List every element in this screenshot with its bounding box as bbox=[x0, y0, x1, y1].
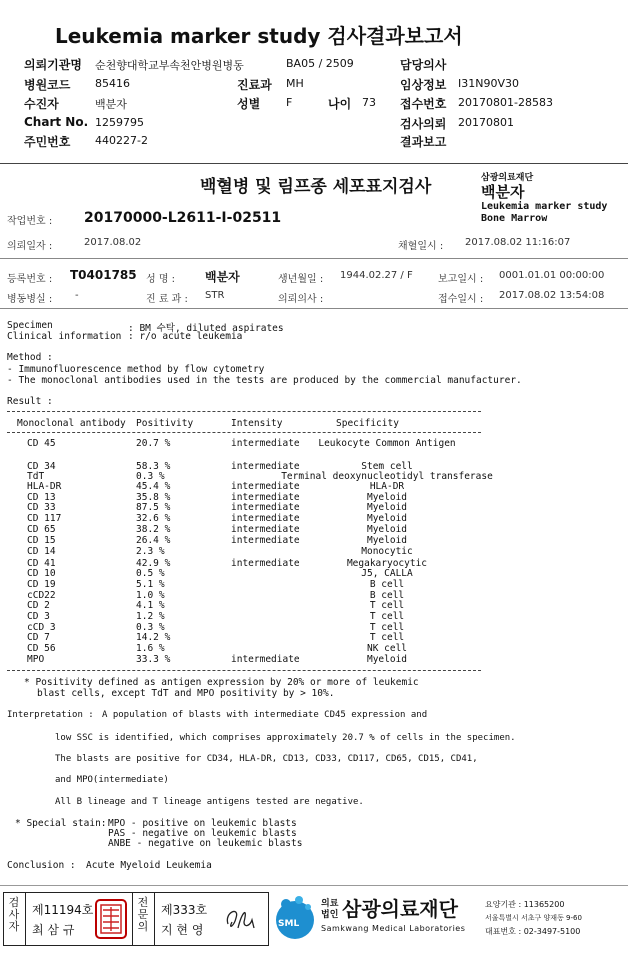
table-cell: 26.4 % bbox=[136, 535, 171, 546]
table-cell: B cell bbox=[369, 579, 405, 590]
org-type-bottom: 법인 bbox=[321, 910, 339, 920]
table-header: Monoclonal antibody bbox=[17, 418, 126, 429]
method-label: Method : bbox=[7, 352, 53, 363]
table-cell: CD 41 bbox=[27, 558, 56, 569]
seal-stamp-icon bbox=[94, 898, 128, 940]
table-cell: CD 65 bbox=[27, 524, 56, 535]
header-field-label: 결과보고 bbox=[400, 135, 447, 149]
header-field-value: MH bbox=[286, 77, 304, 90]
clinical-value: : r/o acute leukemia bbox=[128, 331, 243, 342]
header-field-value: I31N90V30 bbox=[458, 77, 519, 90]
collect-time: 2017.08.02 11:16:07 bbox=[465, 237, 571, 248]
document-title: 백혈병 및 림프종 세포표지검사 bbox=[200, 177, 432, 197]
table-cell: intermediate bbox=[231, 502, 300, 513]
specimen-label: Specimen bbox=[7, 320, 53, 331]
table-cell: CD 34 bbox=[27, 461, 56, 472]
interpretation-line: low SSC is identified, which comprises approximately 20.7 % of cells in the specimen. bbox=[55, 733, 516, 743]
header-field-value: 백분자 bbox=[95, 98, 127, 111]
sml-logo-icon bbox=[272, 895, 318, 941]
table-cell: CD 13 bbox=[27, 492, 56, 503]
table-cell: 20.7 % bbox=[136, 438, 171, 449]
ward: - bbox=[75, 290, 79, 301]
interpretation-label: Interpretation : bbox=[7, 710, 94, 720]
org-info: 요양기관 : 11365200 bbox=[485, 900, 565, 909]
header-field-value: 20170801 bbox=[458, 116, 514, 129]
org-name: 삼광의료재단 bbox=[342, 897, 458, 921]
ward-label: 병동병실 : bbox=[7, 294, 53, 305]
table-cell: 1.2 % bbox=[136, 611, 165, 622]
req-date: 2017.08.02 bbox=[84, 237, 142, 248]
table-cell: 1.6 % bbox=[136, 643, 165, 654]
collect-label: 채혈일시 : bbox=[398, 241, 444, 252]
req-date-label: 의뢰일자 : bbox=[7, 241, 53, 252]
table-cell: 35.8 % bbox=[136, 492, 171, 503]
table-cell: Myeloid bbox=[366, 502, 408, 513]
table-cell: 33.3 % bbox=[136, 654, 171, 665]
table-cell: intermediate bbox=[231, 492, 300, 503]
special-stain-line: ANBE - negative on leukemic blasts bbox=[108, 838, 303, 849]
table-rule bbox=[7, 432, 481, 433]
tester-label: 검사자 bbox=[8, 896, 20, 933]
table-cell: 5.1 % bbox=[136, 579, 165, 590]
header-field-label: 수진자 bbox=[24, 97, 59, 111]
header-field-value: 20170801-28583 bbox=[458, 96, 553, 109]
header-field-value: 1259795 bbox=[95, 116, 144, 129]
report-main-title: Leukemia marker study 검사결과보고서 bbox=[55, 24, 463, 48]
table-cell: T cell bbox=[369, 622, 405, 633]
header-field-label: 병원코드 bbox=[24, 78, 71, 92]
tester-license: 제11194호 bbox=[32, 903, 94, 917]
header-field-label: 의뢰기관명 bbox=[24, 58, 82, 72]
table-cell: Myeloid bbox=[366, 654, 408, 665]
table-cell: 38.2 % bbox=[136, 524, 171, 535]
table-cell: T cell bbox=[369, 632, 405, 643]
table-cell: CD 15 bbox=[27, 535, 56, 546]
result-label: Result : bbox=[7, 396, 53, 407]
table-cell: intermediate bbox=[231, 524, 300, 535]
table-cell: 1.0 % bbox=[136, 590, 165, 601]
tester-name: 최 삼 규 bbox=[32, 923, 75, 937]
table-cell: 58.3 % bbox=[136, 461, 171, 472]
special-stain-line: MPO - positive on leukemic blasts bbox=[108, 818, 297, 829]
header-field-value: BA05 / 2509 bbox=[286, 57, 354, 70]
table-cell: cCD22 bbox=[27, 590, 56, 601]
header-field-label: 나이 bbox=[328, 97, 352, 111]
name-label: 성 명 : bbox=[146, 274, 176, 285]
conclusion-label: Conclusion : bbox=[7, 860, 76, 871]
dept: STR bbox=[205, 290, 225, 301]
box-separator bbox=[154, 892, 155, 946]
interpretation-line: All B lineage and T lineage antigens tested are negative. bbox=[55, 797, 364, 807]
table-cell: B cell bbox=[369, 590, 405, 601]
table-cell: intermediate bbox=[231, 461, 300, 472]
method-line: - Immunofluorescence method by flow cytometry bbox=[7, 364, 265, 375]
sample-type: Bone Marrow bbox=[481, 213, 548, 224]
header-field-value: 순천향대학교부속천안병원병동 bbox=[95, 59, 244, 72]
header-field-label: 접수번호 bbox=[400, 97, 447, 111]
table-cell: intermediate bbox=[231, 654, 300, 665]
header-field-label: 진료과 bbox=[237, 78, 272, 92]
table-rule bbox=[7, 411, 481, 412]
table-cell: CD 3 bbox=[27, 611, 50, 622]
table-cell: intermediate bbox=[231, 535, 300, 546]
table-cell: Monocytic bbox=[361, 546, 413, 557]
table-header: Intensity bbox=[231, 418, 283, 429]
specimen-value: : BM 수탁, diluted aspirates bbox=[128, 323, 284, 334]
table-cell: CD 33 bbox=[27, 502, 56, 513]
table-cell: CD 7 bbox=[27, 632, 50, 643]
table-cell: 87.5 % bbox=[136, 502, 171, 513]
specialist-license: 제333호 bbox=[161, 903, 208, 917]
work-no-label: 작업번호 : bbox=[7, 216, 53, 227]
table-cell: CD 10 bbox=[27, 568, 56, 579]
box-separator bbox=[25, 892, 26, 946]
table-cell: 4.1 % bbox=[136, 600, 165, 611]
positivity-note: blast cells, except TdT and MPO positivity by > 10%. bbox=[37, 688, 335, 699]
header-field-value: 73 bbox=[362, 96, 376, 109]
table-cell: MPO bbox=[27, 654, 45, 665]
table-cell: HLA-DR bbox=[27, 481, 62, 492]
divider bbox=[0, 258, 628, 259]
header-field-label: 임상정보 bbox=[400, 78, 447, 92]
header-field-label: 주민번호 bbox=[24, 135, 71, 149]
table-cell: Leukocyte Common Antigen bbox=[318, 438, 456, 449]
study-name: Leukemia marker study bbox=[481, 201, 608, 212]
header-field-value: 85416 bbox=[95, 77, 130, 90]
special-stain-label: * Special stain: bbox=[15, 818, 107, 829]
table-header: Specificity bbox=[336, 418, 399, 429]
table-cell: Stem cell bbox=[361, 461, 413, 472]
table-cell: HLA-DR bbox=[369, 481, 405, 492]
header-field-value: 440227-2 bbox=[95, 134, 148, 147]
table-cell: 2.3 % bbox=[136, 546, 165, 557]
conclusion: Acute Myeloid Leukemia bbox=[86, 860, 212, 871]
table-cell: CD 14 bbox=[27, 546, 56, 557]
positivity-note: * Positivity defined as antigen expression by 20% or more of leukemic bbox=[24, 677, 419, 688]
table-cell: 0.5 % bbox=[136, 568, 165, 579]
table-cell: CD 45 bbox=[27, 438, 56, 449]
special-stain-line: PAS - negative on leukemic blasts bbox=[108, 828, 297, 839]
patient-name: 백분자 bbox=[205, 270, 240, 284]
table-cell: 32.6 % bbox=[136, 513, 171, 524]
divider bbox=[0, 163, 628, 164]
box-separator bbox=[132, 892, 133, 946]
header-field-value: F bbox=[286, 96, 293, 109]
org-info: 서울특별시 서초구 양재동 9-60 bbox=[485, 914, 582, 922]
table-cell: Myeloid bbox=[366, 535, 408, 546]
table-cell: CD 56 bbox=[27, 643, 56, 654]
divider bbox=[0, 308, 628, 309]
table-cell: intermediate bbox=[231, 558, 300, 569]
receipt-time: 2017.08.02 13:54:08 bbox=[499, 290, 605, 301]
report-time-label: 보고일시 : bbox=[438, 274, 484, 285]
reg-no-label: 등록번호 : bbox=[7, 274, 53, 285]
table-cell: Myeloid bbox=[366, 492, 408, 503]
org-type-top: 의료 bbox=[321, 899, 339, 909]
table-cell: T cell bbox=[369, 611, 405, 622]
org-small-label: 삼광의료재단 bbox=[481, 173, 534, 183]
divider bbox=[0, 885, 628, 886]
table-cell: CD 2 bbox=[27, 600, 50, 611]
reg-no: T0401785 bbox=[70, 268, 137, 282]
table-cell: J5, CALLA bbox=[361, 568, 413, 579]
table-cell: Terminal deoxynucleotidyl transferase bbox=[281, 471, 493, 482]
method-line: - The monoclonal antibodies used in the tests are produced by the commercial manufacturer. bbox=[7, 375, 522, 386]
table-cell: 0.3 % bbox=[136, 471, 165, 482]
table-rule bbox=[7, 670, 481, 671]
table-cell: CD 19 bbox=[27, 579, 56, 590]
patient-big-name: 백분자 bbox=[481, 183, 525, 201]
specialist-name: 지 현 영 bbox=[161, 923, 204, 937]
interpretation-line: and MPO(intermediate) bbox=[55, 775, 169, 785]
work-no: 20170000-L2611-I-02511 bbox=[84, 210, 282, 226]
table-cell: intermediate bbox=[231, 513, 300, 524]
table-cell: Myeloid bbox=[366, 524, 408, 535]
header-field-label: 검사의뢰 bbox=[400, 117, 447, 131]
doctor-label: 의뢰의사 : bbox=[278, 294, 324, 305]
table-cell: 14.2 % bbox=[136, 632, 171, 643]
table-cell: TdT bbox=[27, 471, 45, 482]
logo-text: SML bbox=[278, 919, 300, 929]
signature-icon bbox=[222, 902, 262, 936]
table-cell: 0.3 % bbox=[136, 622, 165, 633]
table-cell: Myeloid bbox=[366, 513, 408, 524]
table-header: Positivity bbox=[136, 418, 194, 429]
table-cell: Megakaryocytic bbox=[346, 558, 428, 569]
table-cell: intermediate bbox=[231, 481, 300, 492]
org-english-name: Samkwang Medical Laboratories bbox=[321, 924, 466, 933]
table-cell: NK cell bbox=[366, 643, 408, 654]
interpretation-line: A population of blasts with intermediate CD45 expression and bbox=[102, 710, 428, 720]
report-time: 0001.01.01 00:00:00 bbox=[499, 270, 605, 281]
specialist-label: 전문의 bbox=[137, 896, 149, 933]
org-info: 대표번호 : 02-3497-5100 bbox=[485, 927, 581, 936]
table-cell: intermediate bbox=[231, 438, 300, 449]
dept-label: 진 료 과 : bbox=[146, 294, 188, 305]
table-cell: CD 117 bbox=[27, 513, 62, 524]
birth-label: 생년월일 : bbox=[278, 274, 324, 285]
table-cell: 45.4 % bbox=[136, 481, 171, 492]
clinical-label: Clinical information bbox=[7, 331, 122, 342]
interpretation-line: The blasts are positive for CD34, HLA-DR, CD13, CD33, CD117, CD65, CD15, CD41, bbox=[55, 754, 478, 764]
header-field-label: 성별 bbox=[237, 97, 261, 111]
birth-date: 1944.02.27 / F bbox=[340, 270, 413, 281]
receipt-label: 접수일시 : bbox=[438, 294, 484, 305]
header-field-label: 담당의사 bbox=[400, 58, 447, 72]
table-cell: T cell bbox=[369, 600, 405, 611]
table-cell: 42.9 % bbox=[136, 558, 171, 569]
table-cell: cCD 3 bbox=[27, 622, 56, 633]
header-field-label: Chart No. bbox=[24, 115, 89, 129]
